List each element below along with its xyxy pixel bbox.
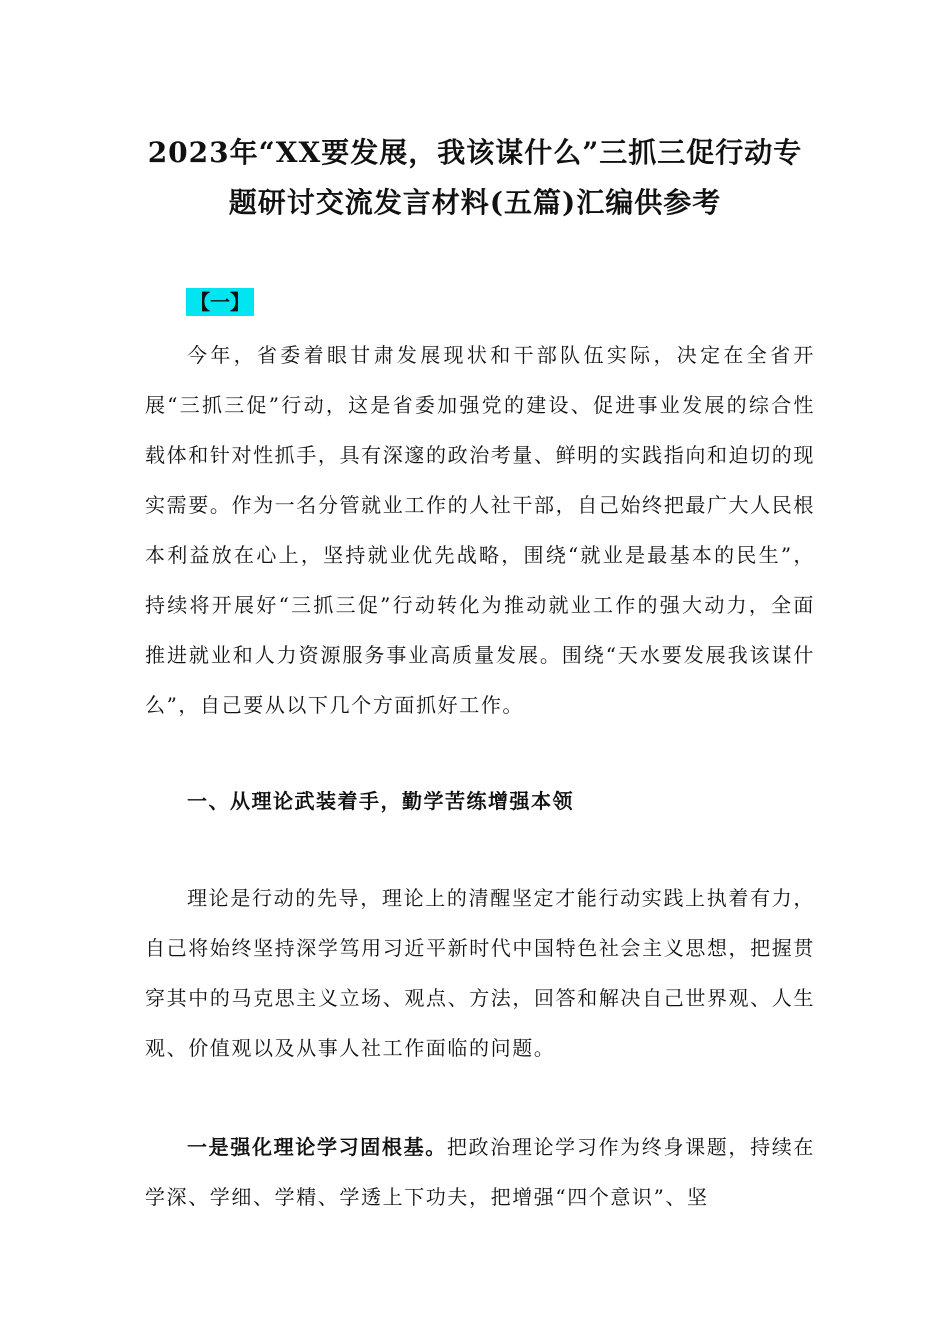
- document-title-line-2: 题研讨交流发言材料(五篇)汇编供参考: [228, 186, 722, 219]
- section-marker: 【一】: [186, 288, 254, 316]
- paragraph-study: [145, 1122, 815, 1222]
- paragraph-study-lead: 一是强化理论学习固根基。: [187, 1135, 447, 1159]
- paragraph-intro: 今年，省委着眼甘肃发展现状和干部队伍实际，决定在全省开展“三抓三促”行动，这是省委加强党的建设、促进事业发展的综合性载体和针对性抓手，具有深邃的政治考量、鲜明的实践指向和迫切的现实需要。作为一名分管就业工作的人社干部，自己始终把最广大人民根本利益放在心上，坚持就业优先战略，围绕“就业是最基本的民生”，持续将开展好“三抓三促”行动转化为推动就业工作的强大动力，全面推进就业和人力资源服务事业高质量发展。围绕“天水要发展我该谋什么”，自己要从以下几个方面抓好工作。: [145, 343, 815, 717]
- section-heading-1: 一、从理论武装着手，勤学苦练增强本领: [187, 789, 574, 813]
- paragraph-study-body: 把政治理论学习作为终身课题，持续在学深、学细、学精、学透上下功夫，把增强“四个意识”、坚: [145, 1135, 816, 1209]
- document-title-line-1: 2023年“XX要发展，我该谋什么”三抓三促行动专: [147, 136, 803, 169]
- paragraph-theory: 理论是行动的先导，理论上的清醒坚定才能行动实践上执着有力，自己将始终坚持深学笃用习近平新时代中国特色社会主义思想，把握贯穿其中的马克思主义立场、观点、方法，回答和解决自己世界观、人生观、价值观以及从事人社工作面临的问题。: [145, 886, 815, 1060]
